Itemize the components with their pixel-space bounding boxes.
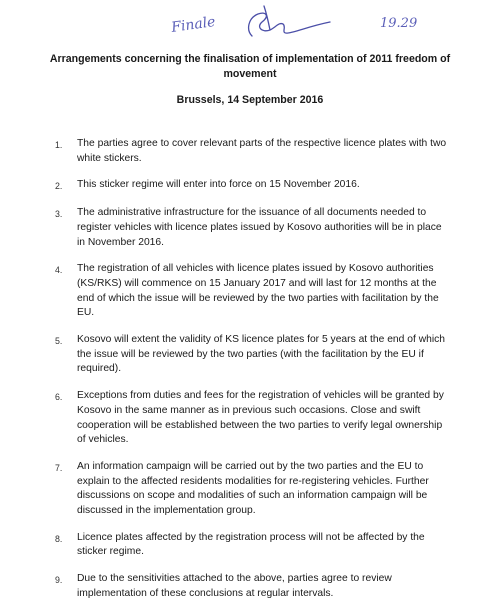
item-number: 1. [55,140,63,150]
document-title: Arrangements concerning the finalisation of implementation of 2011 freedom of movement [49,53,451,80]
handwritten-note-finale: Finale [170,13,217,36]
handwritten-annotations [0,0,499,50]
location-date: Brussels, 14 September 2016 [176,94,324,106]
list-item [55,137,450,166]
item-number: 5. [55,336,63,347]
list-item [55,389,450,448]
item-text: The administrative infrastructure for the issuance of all documents needed to register vehicles with licence plates issued by Kosovo authorities will be in place in November 2016. [77,207,442,248]
item-text: Exceptions from duties and fees for the registration of vehicles will be granted by Kosovo in the same manner as in previous such occasions. Close and swift cooperation will be established between the two parties to verify legal ownership of vehicles. [77,390,444,446]
item-number: 8. [55,533,63,544]
item-text: Kosovo will extent the validity of KS licence plates for 5 years at the end of which the issue will be reviewed by the two parties (with the facilitation by the EU if required). [77,334,446,375]
item-text: Due to the sensitivities attached to the above, parties agree to review implementation of these conclusions at regular intervals. [77,573,392,599]
item-number: 9. [55,575,63,586]
item-text: The registration of all vehicles with licence plates issued by Kosovo authorities (KS/RKS) will commence on 15 January 2017 and will last for 12 months at the end of which the issue will be reviewed by the two parties with facilitation by the EU. [77,263,439,319]
list-item [55,262,450,321]
list-item [55,333,450,377]
item-number: 7. [55,462,63,473]
list-item [55,178,450,194]
item-text: This sticker regime will enter into force on 15 November 2016. [77,179,360,191]
item-number: 3. [55,209,63,220]
item-text: Licence plates affected by the registration process will not be affected by the sticker regime. [77,531,425,558]
item-number: 2. [55,181,63,192]
list-item [55,460,450,519]
item-number: 6. [55,392,63,403]
list-item [55,206,450,250]
list-item [55,531,450,560]
item-number: 4. [55,265,63,276]
item-text: An information campaign will be carried out by the two parties and the EU to explain to the affected residents modalities for re-registering vehicles. Further discussions on scope and modalities of such an information campaign will be discussed in the implementation group. [77,460,429,517]
conclusions-list [55,137,450,614]
item-text: The parties agree to cover relevant parts of the respective licence plates with two white stickers. [77,138,447,164]
list-item [55,572,450,601]
handwritten-time: 19.29 [380,16,418,31]
handwritten-signature [249,6,330,36]
